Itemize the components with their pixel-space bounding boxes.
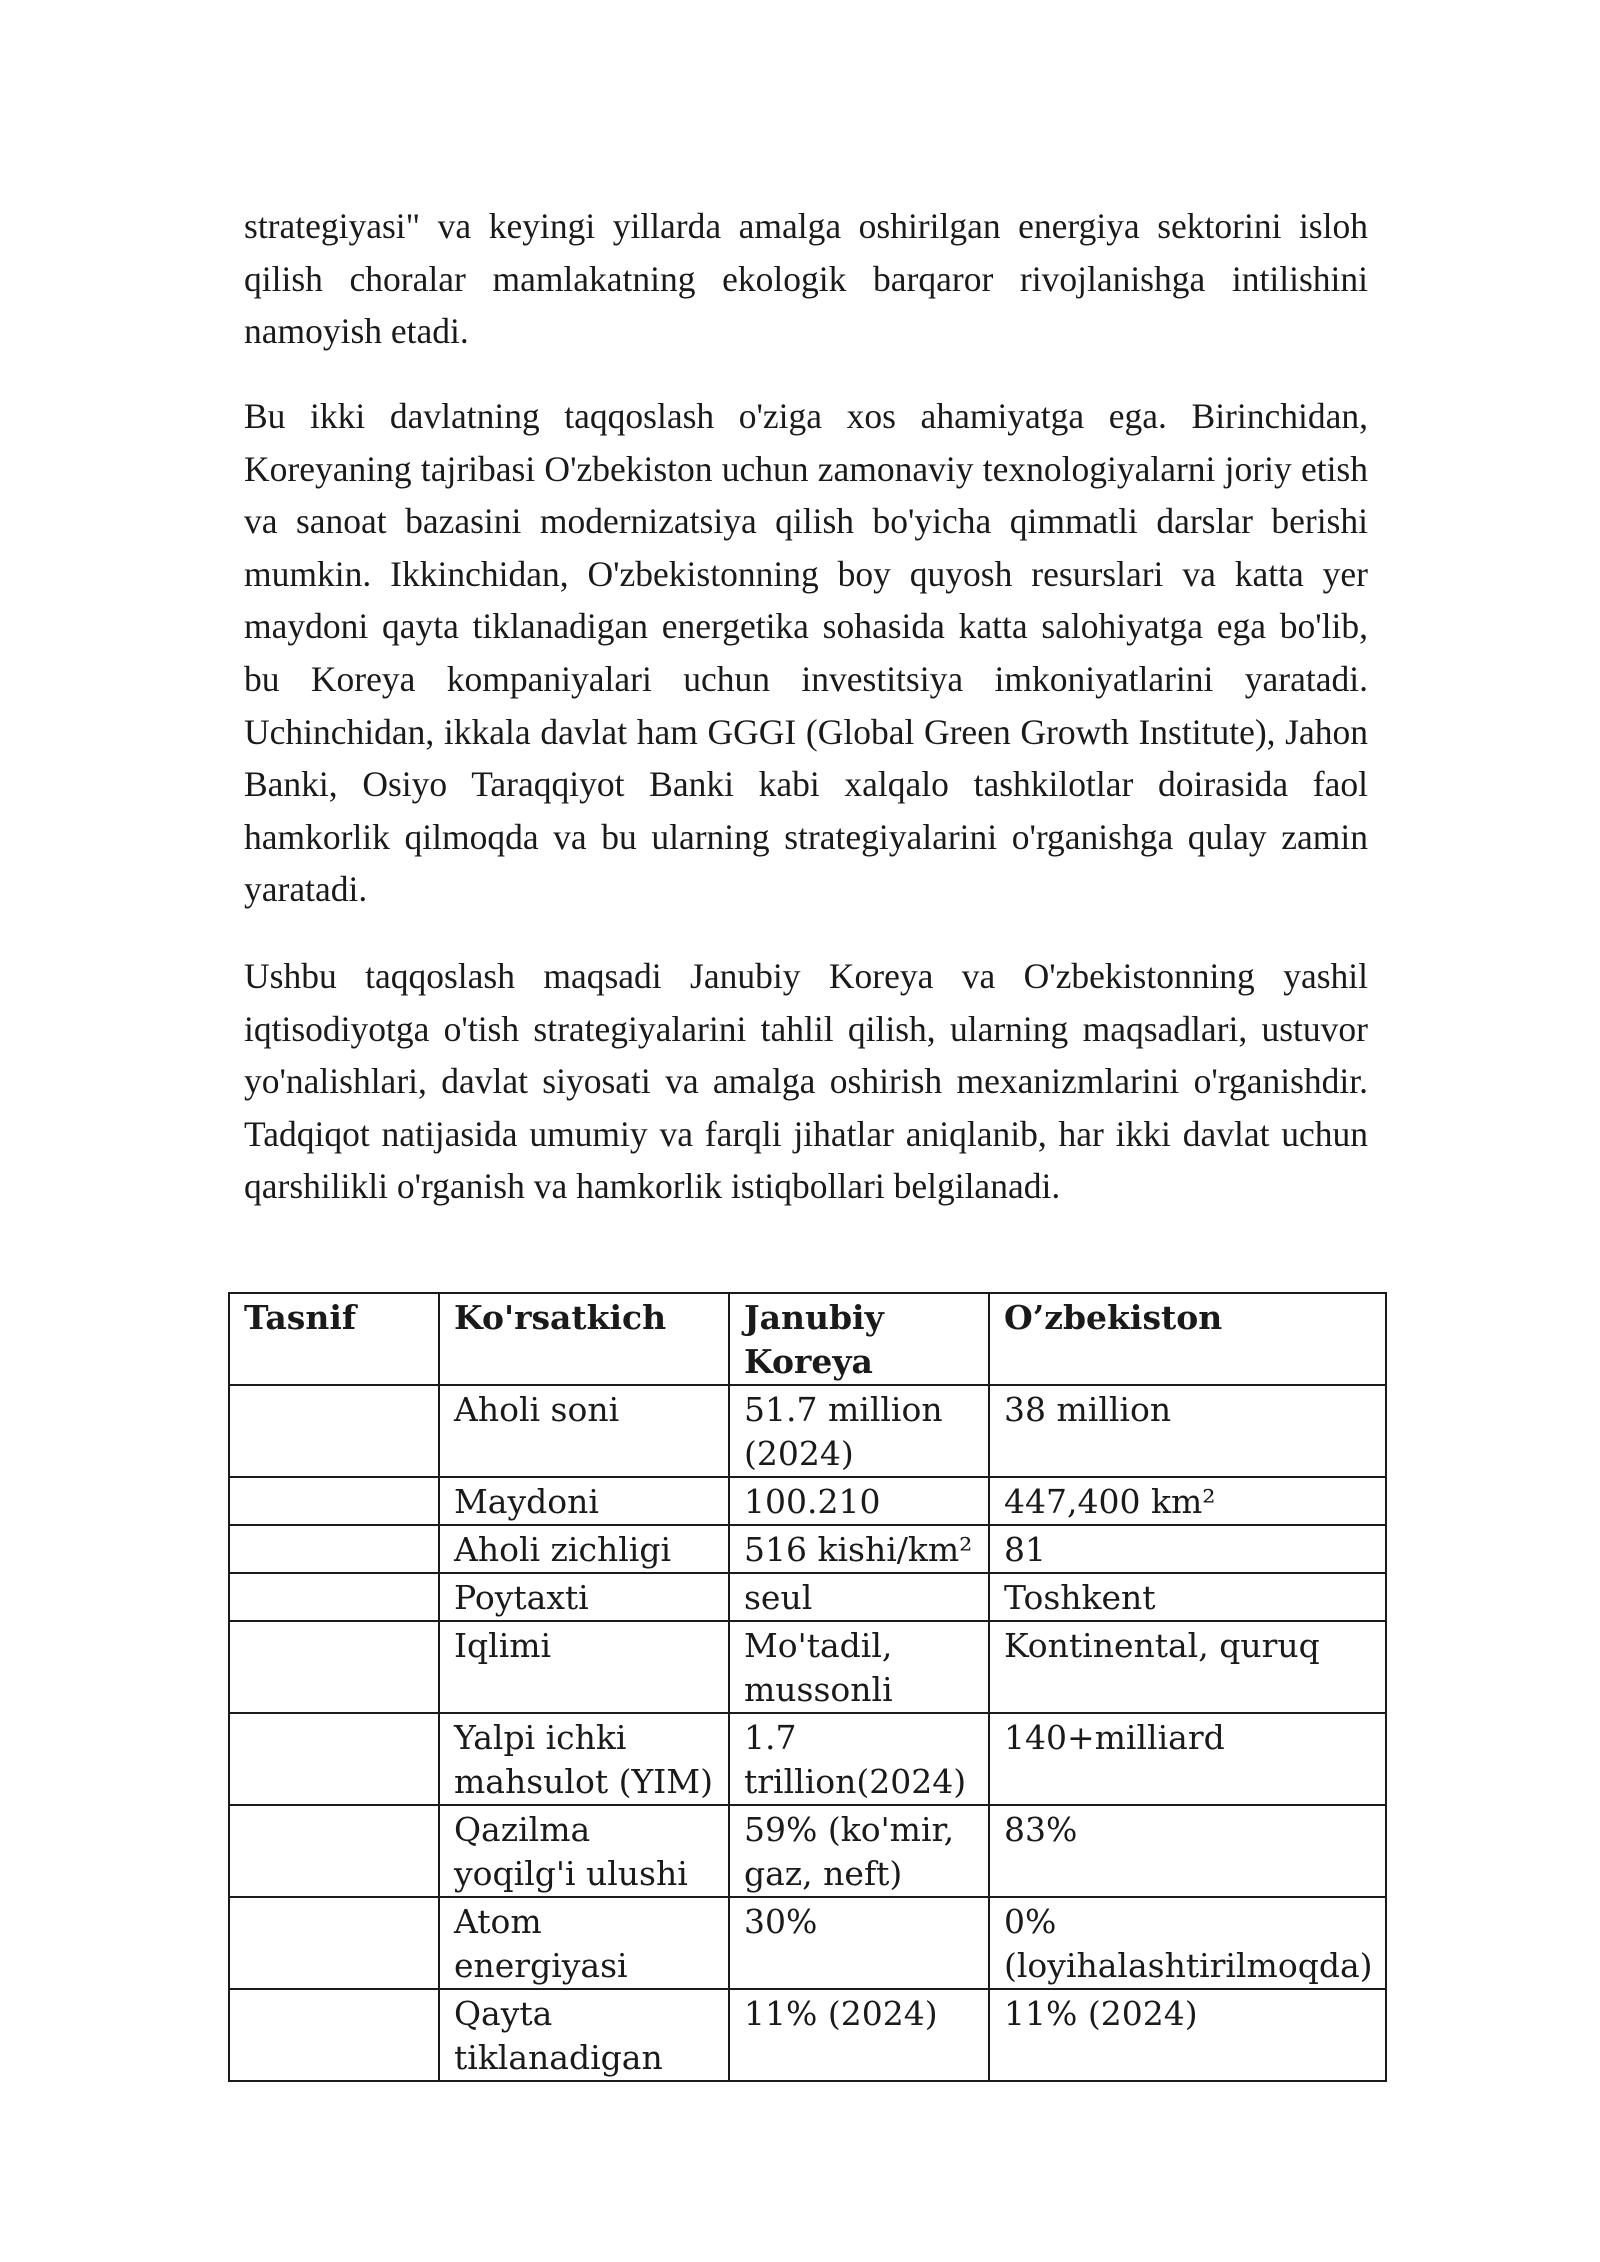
cell-korsatkich: Qayta tiklanadigan	[439, 1989, 729, 2081]
cell-janubiy-koreya: 11% (2024)	[729, 1989, 989, 2081]
cell-ozbekiston: Toshkent	[989, 1573, 1386, 1621]
cell-tasnif	[229, 1525, 439, 1573]
cell-ozbekiston: 83%	[989, 1805, 1386, 1897]
paragraph-1-text: strategiyasi" va keyingi yillarda amalga oshirilgan energiya sektorini isloh qilish choralar mamlakatning ekologik barqaror rivojlanishga intilishini namoyish etadi.	[244, 206, 1368, 352]
cell-ozbekiston: 140+milliard	[989, 1713, 1386, 1805]
cell-korsatkich: Iqlimi	[439, 1621, 729, 1713]
header-korsatkich: Ko'rsatkich	[439, 1293, 729, 1385]
cell-ozbekiston: 38 million	[989, 1385, 1386, 1477]
cell-janubiy-koreya: 100.210	[729, 1477, 989, 1525]
table-row	[229, 1805, 1386, 1897]
paragraph-3	[244, 950, 1368, 1213]
table-row	[229, 1573, 1386, 1621]
table-header-row	[229, 1293, 1386, 1385]
cell-korsatkich: Aholi soni	[439, 1385, 729, 1477]
cell-korsatkich: Poytaxti	[439, 1573, 729, 1621]
table-row	[229, 1525, 1386, 1573]
cell-ozbekiston: 81	[989, 1525, 1386, 1573]
cell-korsatkich: Maydoni	[439, 1477, 729, 1525]
paragraph-2	[244, 390, 1368, 916]
cell-tasnif	[229, 1573, 439, 1621]
table-row	[229, 1385, 1386, 1477]
cell-ozbekiston: 0% (loyihalashtirilmoqda)	[989, 1897, 1386, 1989]
table-row	[229, 1897, 1386, 1989]
comparison-table	[228, 1292, 1387, 2082]
cell-janubiy-koreya: 1.7 trillion(2024)	[729, 1713, 989, 1805]
cell-tasnif	[229, 1989, 439, 2081]
table-row	[229, 1477, 1386, 1525]
cell-tasnif	[229, 1713, 439, 1805]
cell-tasnif	[229, 1385, 439, 1477]
cell-korsatkich: Atom energiyasi	[439, 1897, 729, 1989]
paragraph-1	[244, 200, 1368, 358]
cell-janubiy-koreya: seul	[729, 1573, 989, 1621]
cell-ozbekiston: 11% (2024)	[989, 1989, 1386, 2081]
cell-tasnif	[229, 1805, 439, 1897]
cell-janubiy-koreya: Mo'tadil, mussonli	[729, 1621, 989, 1713]
paragraph-3-text: Ushbu taqqoslash maqsadi Janubiy Koreya va O'zbekistonning yashil iqtisodiyotga o'tish strategiyalarini tahlil qilish, ularning maqsadlari, ustuvor yo'nalishlari, davlat siyosati va amalga oshirish mexanizmlarini o'rganishdir. Tadqiqot natijasida umumiy va farqli jihatlar aniqlanib, har ikki davlat uchun qarshilikli o'rganish va hamkorlik istiqbollari belgilanadi.	[244, 956, 1368, 1207]
cell-korsatkich: Aholi zichligi	[439, 1525, 729, 1573]
cell-janubiy-koreya: 30%	[729, 1897, 989, 1989]
cell-ozbekiston: Kontinental, quruq	[989, 1621, 1386, 1713]
header-janubiy-koreya: Janubiy Koreya	[729, 1293, 989, 1385]
cell-janubiy-koreya: 51.7 million (2024)	[729, 1385, 989, 1477]
cell-ozbekiston: 447,400 km²	[989, 1477, 1386, 1525]
paragraph-2-text: Bu ikki davlatning taqqoslash o'ziga xos ahamiyatga ega. Birinchidan, Koreyaning tajribasi O'zbekiston uchun zamonaviy texnologiyalarni joriy etish va sanoat bazasini modernizatsiya qilish bo'yicha qimmatli darslar berishi mumkin. Ikkinchidan, O'zbekistonning boy quyosh resurslari va katta yer maydoni qayta tiklanadigan energetika sohasida katta salohiyatga ega bo'lib, bu Koreya kompaniyalari uchun investitsiya imkoniyatlarini yaratadi. Uchinchidan, ikkala davlat ham GGGI (Global Green Growth Institute), Jahon Banki, Osiyo Taraqqiyot Banki kabi xalqalo tashkilotlar doirasida faol hamkorlik qilmoqda va bu ularning strategiyalarini o'rganishga qulay zamin yaratadi.	[244, 396, 1368, 910]
header-ozbekiston: O’zbekiston	[989, 1293, 1386, 1385]
cell-korsatkich: Qazilma yoqilg'i ulushi	[439, 1805, 729, 1897]
cell-tasnif	[229, 1621, 439, 1713]
header-tasnif: Tasnif	[229, 1293, 439, 1385]
cell-korsatkich: Yalpi ichki mahsulot (YIM)	[439, 1713, 729, 1805]
table-row	[229, 1621, 1386, 1713]
cell-janubiy-koreya: 516 kishi/km²	[729, 1525, 989, 1573]
cell-janubiy-koreya: 59% (ko'mir, gaz, neft)	[729, 1805, 989, 1897]
cell-tasnif	[229, 1477, 439, 1525]
table-row	[229, 1713, 1386, 1805]
table-row	[229, 1989, 1386, 2081]
cell-tasnif	[229, 1897, 439, 1989]
